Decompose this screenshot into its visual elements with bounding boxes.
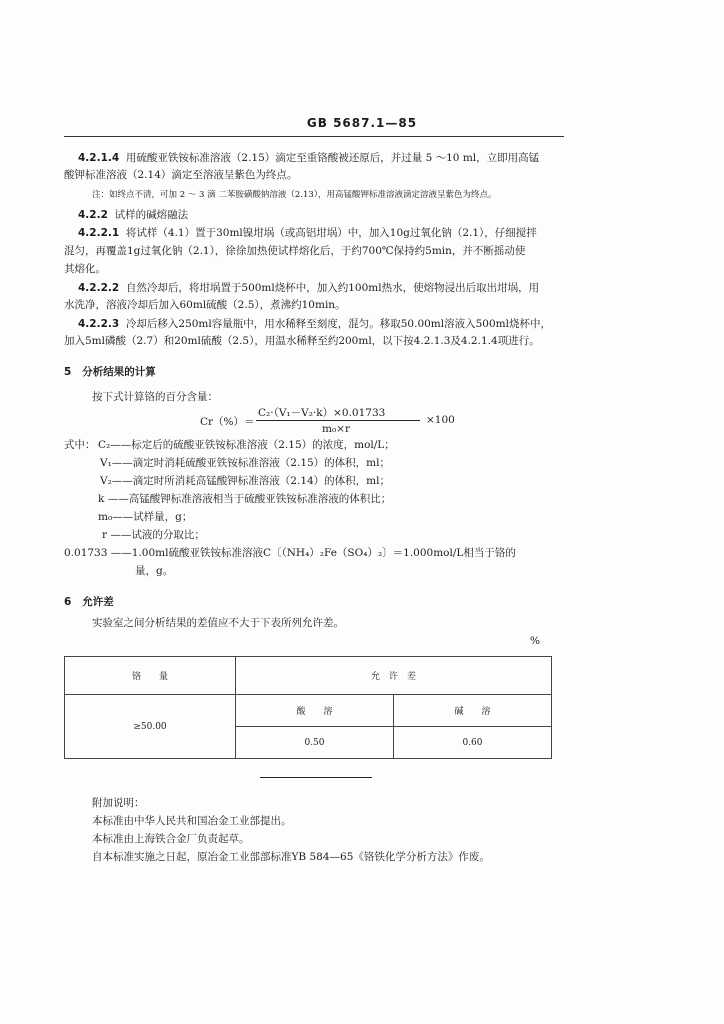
end-rule xyxy=(260,777,372,778)
section-5-intro: 按下式计算铬的百分含量： xyxy=(92,391,218,403)
var-symbol: m₀ xyxy=(98,511,113,523)
clause-4-2-2-2-line2: 水洗净，溶液冷却后加入60ml硫酸（2.5），煮沸约10min。 xyxy=(64,299,346,311)
clause-4-2-2-1-line2: 混匀，再覆盖1g过氧化钠（2.1），徐徐加热使试样熔化后，于约700℃保持约5min，并不断摇动使 xyxy=(64,245,526,257)
clause-title: 试样的碱熔融法 xyxy=(114,209,189,221)
clause-4-2-2-heading xyxy=(78,208,188,222)
var-symbol: V₁ xyxy=(100,457,112,469)
var-desc: ——滴定时所消耗高锰酸钾标准溶液（2.14）的体积，ml； xyxy=(111,475,390,487)
section-5-heading xyxy=(64,364,156,379)
clause-4-2-2-2-line1 xyxy=(78,281,539,295)
clause-4-2-2-1-line1 xyxy=(78,226,537,240)
var-m0 xyxy=(98,510,192,524)
var-desc: ——标定后的硫酸亚铁铵标准溶液（2.15）的浓度，mol/L； xyxy=(110,439,395,451)
table-subheader-acid: 酸 溶 xyxy=(236,695,394,727)
section-number: 5 xyxy=(64,366,72,378)
clause-number: 4.2.2 xyxy=(78,209,108,221)
page-header-title: GB 5687.1—85 xyxy=(306,116,418,130)
var-symbol: C₂ xyxy=(98,439,111,451)
formula-lhs: Cr（%）＝ xyxy=(200,416,255,428)
formula-fraction-bar xyxy=(256,420,420,421)
where-label: 式中： xyxy=(64,439,96,451)
clause-4-2-2-3-line2: 加入5ml磷酸（2.7）和20ml硫酸（2.5），用温水稀释至约200ml，以下按4.2.1.3及4.2.1.4项进行。 xyxy=(64,335,540,347)
var-k xyxy=(98,492,391,506)
table-unit: % xyxy=(530,635,540,647)
var-symbol: k xyxy=(98,493,105,505)
clause-4-2-2-3-line1 xyxy=(78,317,551,331)
clause-number: 4.2.1.4 xyxy=(78,152,120,164)
clause-number: 4.2.2.2 xyxy=(78,282,120,294)
clause-text: 用硫酸亚铁铵标准溶液（2.15）滴定至重铬酸被还原后，并过量 5 ～10 ml，立即用高锰 xyxy=(125,152,540,164)
clause-text: 将试样（4.1）置于30ml镍坩埚（或高铝坩埚）中，加入10g过氧化钠（2.1），仔细搅拌 xyxy=(125,227,537,239)
var-desc: ——高锰酸钾标准溶液相当于硫酸亚铁铵标准溶液的体积比； xyxy=(107,493,392,505)
constant-desc: ——1.00ml硫酸亚铁铵标准溶液C〔（NH₄）₂Fe（SO₄）₂〕＝1.000mol/L相当于铬的 xyxy=(110,547,516,559)
clause-4-2-1-4-line2: 酸钾标准溶液（2.14）滴定至溶液呈紫色为终点。 xyxy=(64,169,298,181)
appendix-line-3: 自本标准实施之日起，原冶金工业部部标准YB 584—65《铬铁化学分析方法》作废。 xyxy=(92,851,490,863)
formula-denominator: m₀×r xyxy=(322,423,350,435)
section-title: 分析结果的计算 xyxy=(82,366,156,378)
var-v2 xyxy=(100,474,390,488)
table-header-tolerance: 允 许 差 xyxy=(236,657,552,695)
clause-text: 冷却后移入250ml容量瓶中，用水稀释至刻度，混匀。移取50.00ml溶液入500ml烧杯中， xyxy=(125,318,551,330)
var-desc: ——试液的分取比； xyxy=(110,529,205,541)
constant-line1 xyxy=(64,546,516,560)
table-cell-alkali-value: 0.60 xyxy=(394,727,552,759)
appendix-line-1: 本标准由中华人民共和国冶金工业部提出。 xyxy=(92,815,292,827)
clause-number: 4.2.2.1 xyxy=(78,227,120,239)
table-header-chromium: 铬 量 xyxy=(65,657,236,695)
constant-symbol: 0.01733 xyxy=(64,547,108,559)
table-subheader-alkali: 碱 溶 xyxy=(394,695,552,727)
var-desc: ——滴定时消耗硫酸亚铁铵标准溶液（2.15）的体积，ml； xyxy=(111,457,390,469)
var-r xyxy=(102,528,205,542)
section-6-heading xyxy=(64,594,114,609)
appendix-title: 附加说明： xyxy=(92,797,145,809)
header-rule xyxy=(64,136,564,137)
clause-4-2-1-4-line1 xyxy=(78,151,539,165)
clause-4-2-1-4-note: 注：如终点不清，可加 2 ～ 3 滴 二苯胺磺酸钠溶液（2.13），用高锰酸钾标准溶液滴定溶液呈紫色为终点。 xyxy=(92,190,497,200)
var-desc: ——试样量，g； xyxy=(112,511,193,523)
var-symbol: V₂ xyxy=(100,475,112,487)
clause-text: 自然冷却后，将坩埚置于500ml烧杯中，加入约100ml热水，使熔物浸出后取出坩埚，用 xyxy=(125,282,540,294)
section-title: 允许差 xyxy=(82,596,114,608)
formula-tail: ×100 xyxy=(426,414,455,426)
tolerance-table xyxy=(64,656,552,759)
section-number: 6 xyxy=(64,596,72,608)
appendix-line-2: 本标准由上海铁合金厂负责起草。 xyxy=(92,833,250,845)
formula-numerator: C₂·（V₁－V₂·k）×0.01733 xyxy=(258,407,386,419)
section-6-intro: 实验室之间分析结果的差值应不大于下表所列允许差。 xyxy=(92,617,344,629)
clause-number: 4.2.2.3 xyxy=(78,318,120,330)
constant-line2: 量，g。 xyxy=(135,565,174,577)
var-v1 xyxy=(100,456,390,470)
table-cell-acid-value: 0.50 xyxy=(236,727,394,759)
var-symbol: r xyxy=(102,529,108,541)
var-c2 xyxy=(98,438,395,452)
table-cell-range: ≥50.00 xyxy=(65,695,236,759)
clause-4-2-2-1-line3: 其熔化。 xyxy=(64,263,106,275)
